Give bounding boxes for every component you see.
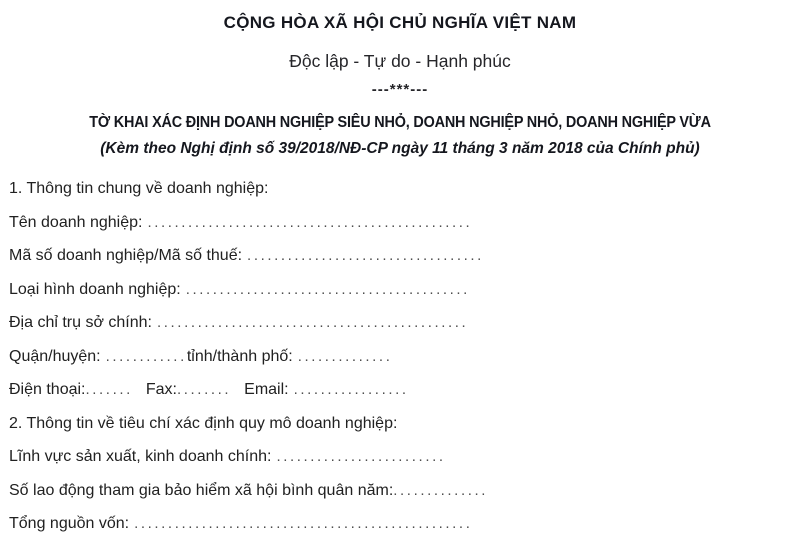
dotted-blank: .............. [393,481,489,499]
national-motto: Độc lập - Tự do - Hạnh phúc [289,51,511,71]
star-separator: ---***--- [371,81,429,98]
field-label: Tên doanh nghiệp: [9,213,143,231]
field-tong-nguon-von [9,514,569,534]
form-title: TỜ KHAI XÁC ĐỊNH DOANH NGHIỆP SIÊU NHỎ, DOANH NGHIỆP NHỎ, DOANH NGHIỆP VỪA [89,114,711,131]
dotted-blank: ................................................ [147,213,473,231]
field-linh-vuc [9,447,569,467]
field-label: tỉnh/thành phố: [186,347,293,365]
field-ten-doanh-nghiep [9,213,569,233]
form-body [0,179,800,534]
national-title: CỘNG HÒA XÃ HỘI CHỦ NGHĨA VIỆT NAM [223,13,577,32]
field-label: Lĩnh vực sản xuất, kinh doanh chính: [9,448,272,465]
field-label: Số lao động tham gia bảo hiểm xã hội bình quân năm: [9,481,394,499]
field-label: Địa chỉ trụ sở chính: [9,314,152,331]
form-subtitle: (Kèm theo Nghị định số 39/2018/NĐ-CP ngày 11 tháng 3 năm 2018 của Chính phủ) [100,140,700,157]
field-label: Tổng nguồn vốn: [9,515,130,532]
field-quan-huyen-tinh-thanh-pho [9,347,569,367]
field-so-lao-dong [9,481,569,501]
field-label: Fax: [145,381,177,398]
dotted-blank: .............. [297,347,393,365]
dotted-blank: ......................... [276,448,446,465]
field-dia-chi [9,313,569,333]
section-2-heading: 2. Thông tin về tiêu chí xác định quy mô doanh nghiệp: [9,414,398,432]
field-label: Điện thoại: [9,381,86,398]
dotted-blank: .............................................. [157,314,469,331]
dotted-blank: ................. [293,381,409,398]
dotted-blank: ................................... [247,247,484,264]
field-label: Quận/huyện: [9,347,101,365]
section-1-heading: 1. Thông tin chung về doanh nghiệp: [9,180,269,197]
field-ma-so-thue [9,246,569,266]
dotted-blank: ........ [177,381,232,398]
field-label: Email: [244,381,289,398]
field-label: Mã số doanh nghiệp/Mã số thuế: [9,247,243,264]
field-label: Loại hình doanh nghiệp: [9,280,181,298]
dotted-blank: ............ [105,347,187,365]
dotted-blank: ....... [85,381,133,398]
document-header [0,0,800,159]
field-dien-thoai-fax-email [9,380,569,400]
field-loai-hinh [9,280,569,300]
dotted-blank: .................................................. [134,515,473,532]
dotted-blank: .......................................... [185,280,470,298]
